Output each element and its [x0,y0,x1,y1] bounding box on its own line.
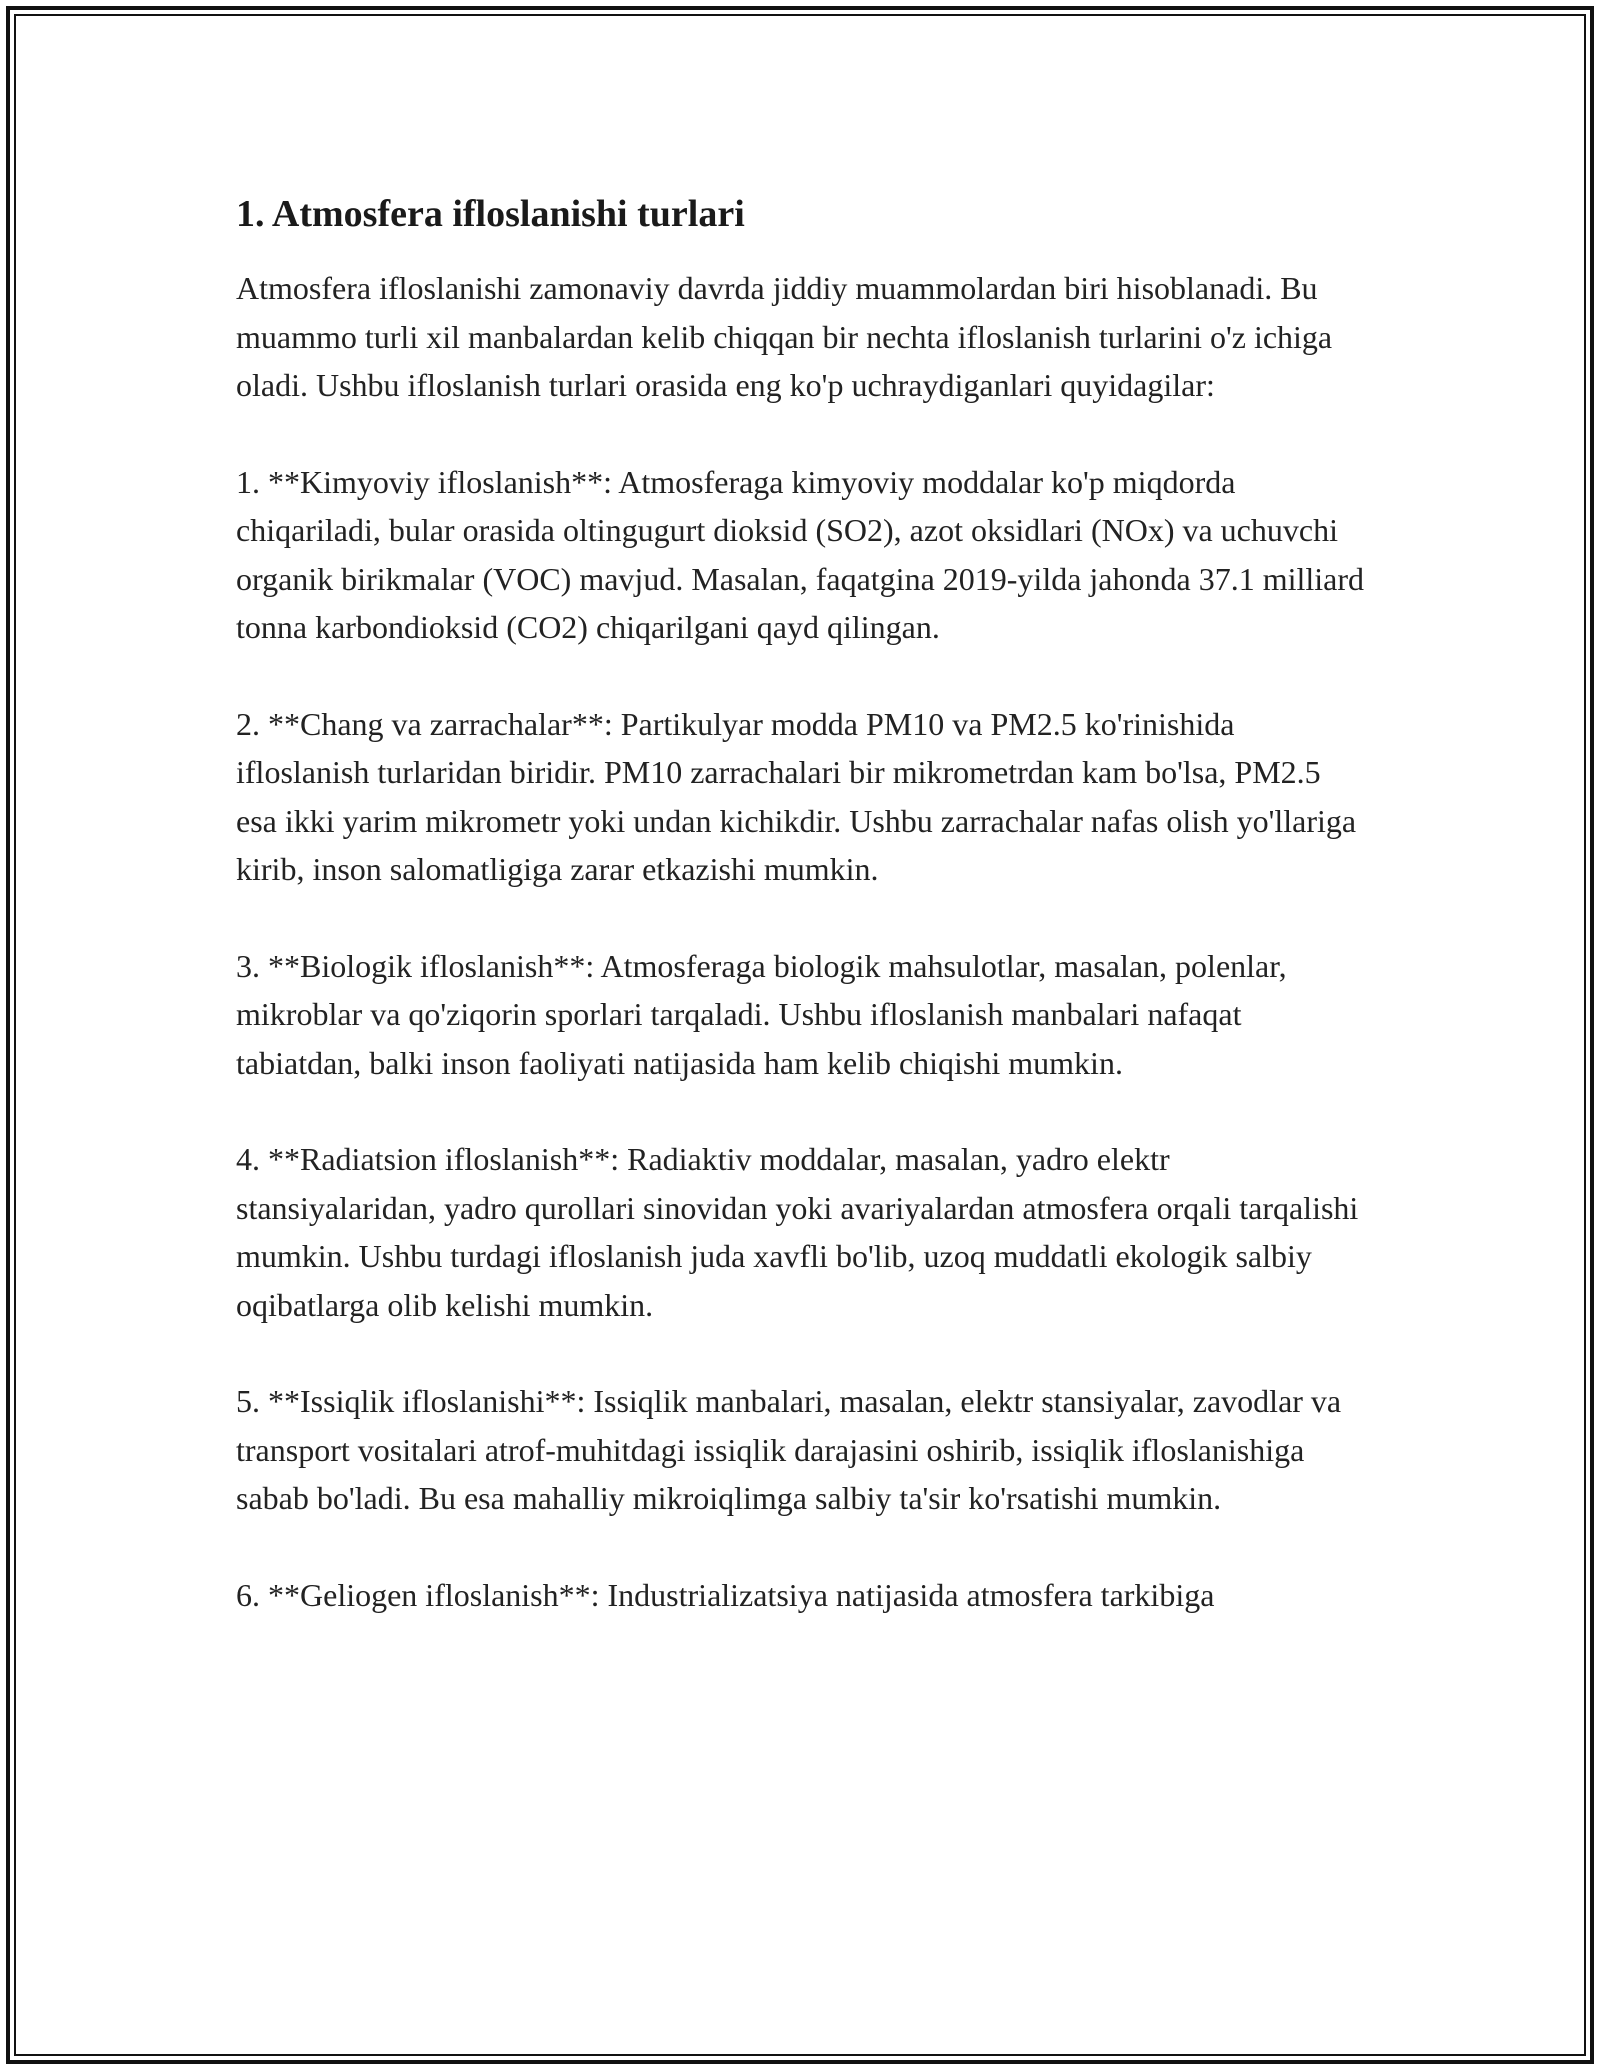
document-body [236,186,1373,1619]
intro-paragraph: Atmosfera ifloslanishi zamonaviy davrda jiddiy muammolardan biri hisoblanadi. Bu muammo turli xil manbalardan kelib chiqqan bir nechta ifloslanish turlarini o'z ichiga oladi. Ushbu ifloslanish turlari orasida eng ko'p uchraydiganlari quyidagilar: [236,270,1341,403]
section-heading: 1. Atmosfera ifloslanishi turlari [236,193,745,235]
list-item-thermal: 5. **Issiqlik ifloslanishi**: Issiqlik manbalari, masalan, elektr stansiyalar, zavodlar va transport vositalari atrof-muhitdagi issiqlik darajasini oshirib, issiqlik ifloslanishiga sabab bo'ladi. Bu esa mahalliy mikroiqlimga salbiy ta'sir ko'rsatishi mumkin. [236,1383,1350,1516]
list-item-chemical: 1. **Kimyoviy ifloslanish**: Atmosferaga kimyoviy moddalar ko'p miqdorda chiqariladi, bular orasida oltingugurt dioksid (SO2), azot oksidlari (NOx) va uchuvchi organik birikmalar (VOC) mavjud. Masalan, faqatgina 2019-yilda jahonda 37.1 milliard tonna karbondioksid (CO2) chiqarilgani qayd qilingan. [236,463,1373,645]
list-item-radiation: 4. **Radiatsion ifloslanish**: Radiaktiv moddalar, masalan, yadro elektr stansiyalaridan, yadro qurollari sinovidan yoki avariyalardan atmosfera orqali tarqalishi mumkin. Ushbu turdagi ifloslanish juda xavfli bo'lib, uzoq muddatli ekologik salbiy oqibatlarga olib kelishi mumkin. [236,1141,1367,1323]
list-item-heliogenic: 6. **Geliogen ifloslanish**: Industrializatsiya natijasida atmosfera tarkibiga [236,1576,1215,1613]
list-item-dust-particles: 2. **Chang va zarrachalar**: Partikulyar modda PM10 va PM2.5 ko'rinishida ifloslanish turlaridan biridir. PM10 zarrachalari bir mikrometrdan kam bo'lsa, PM2.5 esa ikki yarim mikrometr yoki undan kichikdir. Ushbu zarrachalar nafas olish yo'llariga kirib, inson salomatligiga zarar etkazishi mumkin. [236,705,1365,887]
list-item-biological: 3. **Biologik ifloslanish**: Atmosferaga biologik mahsulotlar, masalan, polenlar, mikroblar va qo'ziqorin sporlari tarqaladi. Ushbu ifloslanish manbalari nafaqat tabiatdan, balki inson faoliyati natijasida ham kelib chiqishi mumkin. [236,947,1295,1081]
